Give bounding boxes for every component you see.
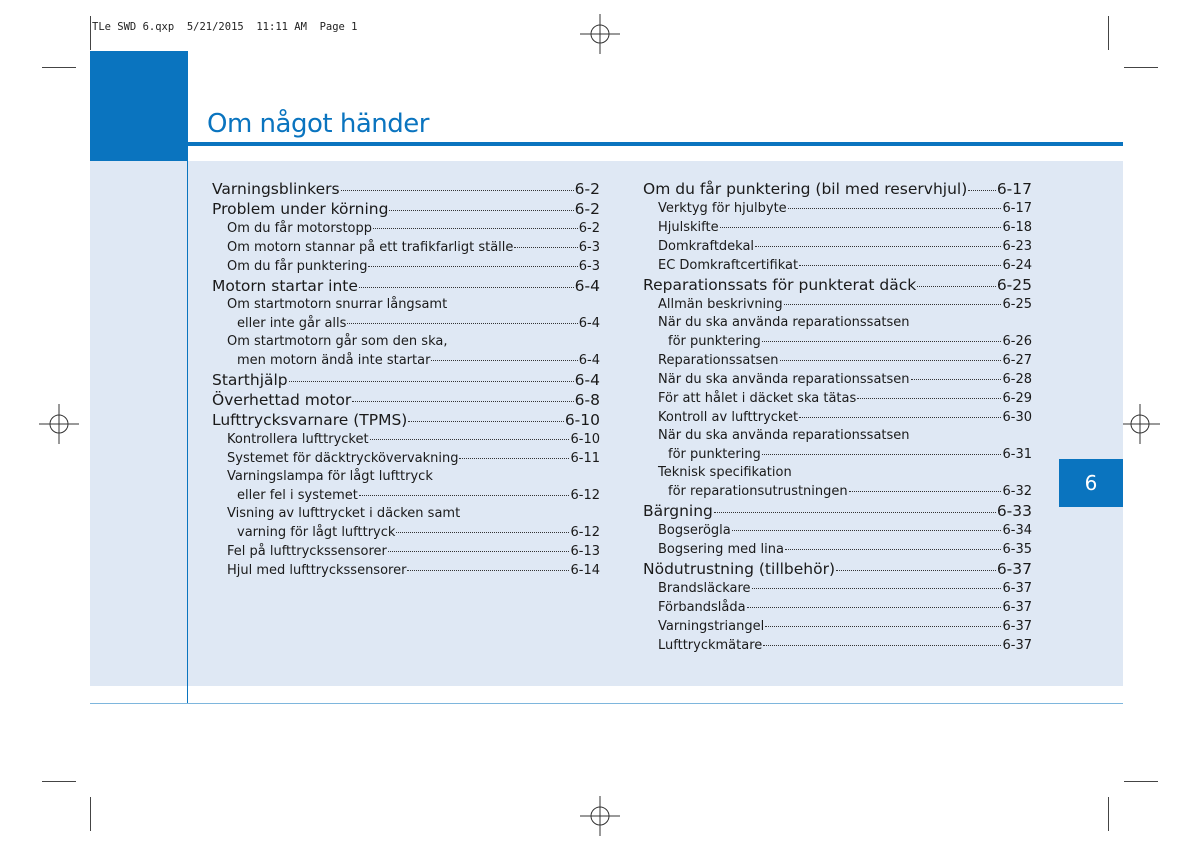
- toc-page-number: 6-26: [1002, 333, 1032, 349]
- toc-entry-title: Domkraftdekal: [658, 239, 755, 254]
- toc-page-number: 6-11: [570, 451, 600, 466]
- toc-page-number: 6-31: [1002, 446, 1032, 462]
- toc-page-number: 6-12: [570, 524, 600, 540]
- toc-page-number: 6-10: [570, 432, 600, 447]
- toc-entry-title: Om startmotorn snurrar långsamt: [227, 297, 448, 312]
- dot-leader: [836, 570, 996, 571]
- toc-page-number: 6-23: [1002, 239, 1032, 254]
- dot-leader: [289, 381, 574, 382]
- toc-page-number: 6-37: [1002, 600, 1032, 615]
- toc-entry-title: Hjulskifte: [658, 220, 719, 235]
- dot-leader: [396, 532, 569, 533]
- dot-leader: [788, 208, 1002, 209]
- toc-entry-title: för punktering: [668, 446, 761, 462]
- toc-entry-title: Förbandslåda: [658, 600, 746, 615]
- toc-page-number: 6-28: [1002, 372, 1032, 387]
- dot-leader: [784, 304, 1002, 305]
- dot-leader: [765, 626, 1001, 627]
- toc-page-number: 6-33: [996, 502, 1032, 520]
- toc-page-number: 6-2: [578, 221, 600, 236]
- dot-leader: [917, 286, 996, 287]
- dot-leader: [752, 588, 1002, 589]
- dot-leader: [388, 551, 570, 552]
- toc-entry-title: Om motorn stannar på ett trafikfarligt ställe: [227, 240, 514, 255]
- toc-page-number: 6-17: [996, 180, 1032, 198]
- toc-entry-title: Lufttrycksvarnare (TPMS): [212, 411, 408, 429]
- toc-entry-sub[interactable]: [643, 256, 1032, 275]
- dot-leader: [341, 190, 574, 191]
- dot-leader: [408, 421, 563, 422]
- toc-entry-title: eller fel i systemet: [237, 487, 358, 503]
- toc-entry-title: Verktyg för hjulbyte: [658, 201, 787, 216]
- toc-entry-main[interactable]: [643, 559, 1032, 579]
- toc-page-number: 6-37: [996, 560, 1032, 578]
- toc-entry-sub[interactable]: [212, 257, 600, 276]
- toc-page-number: 6-3: [578, 240, 600, 255]
- registration-mark-icon: [580, 796, 620, 836]
- crop-mark: [90, 16, 91, 50]
- crop-mark: [42, 781, 76, 782]
- toc-entry-main[interactable]: [212, 410, 600, 430]
- dot-leader: [459, 458, 569, 459]
- toc-entry-sub[interactable]: [643, 389, 1032, 408]
- toc-entry-title: eller inte går alls: [237, 315, 347, 331]
- dot-leader: [780, 360, 1002, 361]
- toc-entry-main[interactable]: [212, 179, 600, 199]
- toc-page-number: 6-37: [1002, 581, 1032, 596]
- toc-page-number: 6-4: [574, 371, 600, 389]
- toc-page-number: 6-27: [1002, 353, 1032, 368]
- toc-entry-sub[interactable]: [643, 351, 1032, 370]
- dot-leader: [799, 265, 1001, 266]
- dot-leader: [714, 512, 996, 513]
- toc-entry-sub[interactable]: [643, 237, 1032, 256]
- chapter-tab: 6: [1059, 459, 1123, 507]
- toc-entry-title: När du ska använda reparationssatsen: [658, 372, 910, 387]
- toc-entry-sub[interactable]: [643, 199, 1032, 218]
- toc-entry-title: Om startmotorn går som den ska,: [227, 334, 448, 349]
- toc-entry-sub[interactable]: [212, 524, 600, 543]
- dot-leader: [762, 341, 1002, 342]
- toc-entry-title: För att hålet i däcket ska tätas: [658, 391, 857, 406]
- page-title: Om något händer: [207, 109, 429, 139]
- toc-entry-title: Om du får motorstopp: [227, 221, 373, 236]
- toc-page-number: 6-3: [578, 259, 600, 274]
- dot-leader: [785, 549, 1002, 550]
- toc-page-number: 6-30: [1002, 410, 1032, 425]
- toc-entry-sub[interactable]: [643, 540, 1032, 559]
- toc-page-number: 6-29: [1002, 391, 1032, 406]
- toc-page-number: 6-8: [574, 391, 600, 409]
- margin-line: [187, 161, 188, 704]
- toc-page-number: 6-34: [1002, 523, 1032, 538]
- toc-page-number: 6-2: [574, 180, 600, 198]
- crop-mark: [1124, 781, 1158, 782]
- toc-entry-title: EC Domkraftcertifikat: [658, 258, 799, 273]
- toc-entry-sub[interactable]: [212, 561, 600, 580]
- toc-entry-title: Överhettad motor: [212, 391, 352, 409]
- toc-entry-title: Varningstriangel: [658, 619, 765, 634]
- registration-mark-icon: [580, 14, 620, 54]
- toc-entry-title: Visning av lufttrycket i däcken samt: [227, 506, 461, 521]
- toc-entry-main[interactable]: [643, 179, 1032, 199]
- toc-entry-title: Starthjälp: [212, 371, 288, 389]
- toc-entry-title: Kontrollera lufttrycket: [227, 432, 369, 447]
- toc-entry-sub[interactable]: [643, 333, 1032, 352]
- toc-entry-title: När du ska använda reparationssatsen: [658, 315, 910, 330]
- dot-leader: [911, 379, 1002, 380]
- toc-entry-title: Systemet för däcktryckövervakning: [227, 451, 459, 466]
- dot-leader: [370, 439, 570, 440]
- dot-leader: [514, 247, 577, 248]
- toc-page-number: 6-25: [996, 276, 1032, 294]
- crop-mark: [42, 67, 76, 68]
- toc-entry-sub[interactable]: [212, 430, 600, 449]
- toc-page-number: 6-4: [574, 277, 600, 295]
- toc-entry-title: men motorn ändå inte startar: [237, 352, 431, 368]
- dot-leader: [347, 323, 577, 324]
- toc-entry-sub[interactable]: [643, 446, 1032, 465]
- dot-leader: [368, 266, 577, 267]
- crop-mark: [90, 797, 91, 831]
- toc-entry-sub[interactable]: [643, 427, 1032, 446]
- toc-entry-sub[interactable]: [643, 617, 1032, 636]
- toc-entry-title: för reparationsutrustningen: [668, 483, 848, 499]
- toc-right-column: [643, 179, 1032, 655]
- crop-mark: [1124, 67, 1158, 68]
- toc-entry-title: Bogsering med lina: [658, 542, 784, 557]
- toc-entry-sub[interactable]: [212, 449, 600, 468]
- dot-leader: [732, 530, 1002, 531]
- toc-entry-sub[interactable]: [643, 521, 1032, 540]
- dot-leader: [352, 401, 573, 402]
- toc-entry-sub[interactable]: [212, 352, 600, 371]
- crop-mark: [1108, 16, 1109, 50]
- toc-entry-main[interactable]: [643, 501, 1032, 521]
- toc-entry-sub[interactable]: [212, 468, 600, 487]
- toc-page-number: 6-12: [570, 487, 600, 503]
- toc-page-number: 6-2: [574, 200, 600, 218]
- dot-leader: [389, 210, 573, 211]
- toc-entry-sub[interactable]: [212, 238, 600, 257]
- crop-mark: [1108, 797, 1109, 831]
- dot-leader: [857, 398, 1001, 399]
- dot-leader: [373, 228, 578, 229]
- toc-entry-title: Reparationssatsen: [658, 353, 779, 368]
- dot-leader: [720, 227, 1002, 228]
- toc-entry-sub[interactable]: [212, 296, 600, 315]
- toc-entry-sub[interactable]: [212, 219, 600, 238]
- dot-leader: [762, 454, 1002, 455]
- dot-leader: [407, 570, 569, 571]
- toc-entry-title: Allmän beskrivning: [658, 297, 783, 312]
- bottom-rule: [90, 703, 1123, 704]
- toc-entry-sub[interactable]: [643, 598, 1032, 617]
- toc-entry-sub[interactable]: [643, 408, 1032, 427]
- toc-entry-main[interactable]: [212, 276, 600, 296]
- toc-entry-title: varning för lågt lufttryck: [237, 524, 396, 540]
- toc-entry-title: Teknisk specifikation: [658, 465, 792, 480]
- toc-entry-title: Reparationssats för punkterat däck: [643, 276, 917, 294]
- toc-page-number: 6-32: [1002, 483, 1032, 499]
- toc-page-number: 6-17: [1002, 201, 1032, 216]
- dot-leader: [799, 417, 1001, 418]
- toc-entry-title: Problem under körning: [212, 200, 389, 218]
- toc-entry-sub[interactable]: [643, 218, 1032, 237]
- dot-leader: [849, 491, 1002, 492]
- toc-page-number: 6-37: [1002, 638, 1032, 653]
- toc-entry-sub[interactable]: [212, 505, 600, 524]
- toc-entry-sub[interactable]: [643, 483, 1032, 502]
- toc-entry-main[interactable]: [212, 370, 600, 390]
- toc-entry-title: Kontroll av lufttrycket: [658, 410, 799, 425]
- toc-entry-sub[interactable]: [643, 295, 1032, 314]
- toc-entry-title: Varningslampa för lågt lufttryck: [227, 469, 433, 484]
- dot-leader: [747, 607, 1002, 608]
- toc-entry-sub[interactable]: [643, 314, 1032, 333]
- dot-leader: [763, 645, 1001, 646]
- toc-entry-title: Om du får punktering (bil med reservhjul): [643, 180, 968, 198]
- dot-leader: [359, 287, 574, 288]
- toc-entry-title: Fel på lufttryckssensorer: [227, 544, 387, 559]
- toc-left-column: [212, 179, 600, 580]
- toc-entry-title: Bärgning: [643, 502, 713, 520]
- print-slug: TLe SWD 6.qxp 5/21/2015 11:11 AM Page 1: [92, 21, 358, 33]
- toc-page-number: 6-13: [570, 544, 600, 559]
- dot-leader: [755, 246, 1001, 247]
- toc-entry-sub[interactable]: [212, 333, 600, 352]
- toc-entry-title: för punktering: [668, 333, 761, 349]
- toc-entry-title: Bogseröglа: [658, 523, 731, 538]
- toc-page-number: 6-18: [1002, 220, 1032, 235]
- toc-entry-title: Lufttryckmätare: [658, 638, 763, 653]
- toc-page-number: 6-37: [1002, 619, 1032, 634]
- dot-leader: [359, 495, 570, 496]
- toc-entry-title: Motorn startar inte: [212, 277, 358, 295]
- dot-leader: [968, 190, 996, 191]
- registration-mark-icon: [1120, 404, 1160, 444]
- toc-entry-title: Nödutrustning (tillbehör): [643, 560, 836, 578]
- toc-page-number: 6-35: [1002, 542, 1032, 557]
- toc-entry-sub[interactable]: [212, 542, 600, 561]
- toc-page-number: 6-14: [570, 563, 600, 578]
- toc-entry-sub[interactable]: [212, 315, 600, 334]
- toc-entry-main[interactable]: [212, 199, 600, 219]
- toc-page-number: 6-4: [578, 315, 600, 331]
- toc-page-number: 6-24: [1002, 258, 1032, 273]
- toc-entry-sub[interactable]: [643, 579, 1032, 598]
- toc-entry-title: Varningsblinkers: [212, 180, 340, 198]
- toc-page-number: 6-10: [564, 411, 600, 429]
- toc-entry-title: Hjul med lufttryckssensorer: [227, 563, 407, 578]
- toc-entry-sub[interactable]: [643, 464, 1032, 483]
- toc-page-number: 6-25: [1002, 297, 1032, 312]
- toc-entry-sub[interactable]: [643, 636, 1032, 655]
- dot-leader: [431, 360, 577, 361]
- toc-entry-main[interactable]: [643, 275, 1032, 295]
- registration-mark-icon: [39, 404, 79, 444]
- toc-entry-title: Om du får punktering: [227, 259, 368, 274]
- toc-entry-title: När du ska använda reparationssatsen: [658, 428, 910, 443]
- toc-entry-sub[interactable]: [643, 370, 1032, 389]
- toc-entry-sub[interactable]: [212, 487, 600, 506]
- toc-entry-main[interactable]: [212, 390, 600, 410]
- toc-entry-title: Brandsläckare: [658, 581, 751, 596]
- title-underline: [188, 142, 1123, 146]
- toc-page-number: 6-4: [578, 352, 600, 368]
- header-color-block: [90, 51, 188, 161]
